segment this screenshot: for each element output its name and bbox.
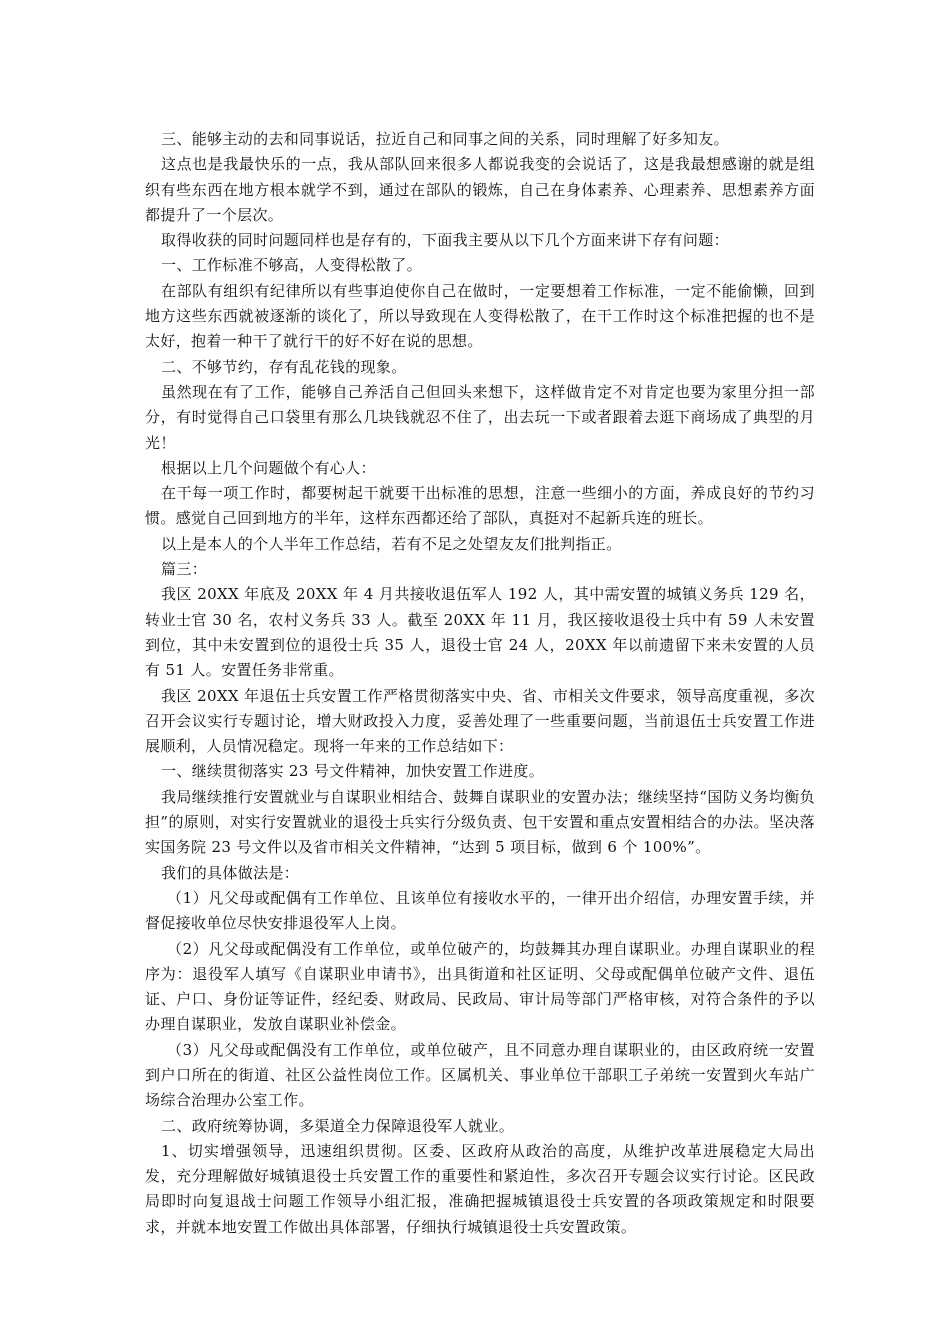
paragraph: 取得收获的同时问题同样也是存有的，下面我主要从以下几个方面来讲下存有问题： <box>161 231 729 250</box>
paragraph: 三、能够主动的去和同事说话，拉近自己和同事之间的关系，同时理解了好多知友。 <box>161 130 729 148</box>
paragraph: 我们的具体做法是： <box>161 863 300 882</box>
paragraph: 在部队有组织有纪律所以有些事迫使你自己在做时，一定要想着工作标准，一定不能偷懒，回到地方这些东西就被逐渐的谈化了，所以导致现在人变得松散了，在干工作时这个标准把握的也不是太好，抱着一种干了就行干的好不好在说的思想。 <box>145 281 815 351</box>
document-body <box>145 127 815 1240</box>
paragraph: 我局继续推行安置就业与自谋职业相结合、鼓舞自谋职业的安置办法；继续坚持“国防义务均衡负担”的原则，对实行安置就业的退役士兵实行分级负责、包干安置和重点安置相结合的办法。坚决落实国务院 23 号文件以及省市相关文件精神，“达到 5 项目标，做到 6 个 100%”。 <box>145 787 815 857</box>
list-item: （1）凡父母或配偶有工作单位、且该单位有接收水平的，一律开出介绍信，办理安置手续，并督促接收单位尽快安排退役军人上岗。 <box>145 888 815 933</box>
paragraph: 我区 20XX 年退伍士兵安置工作严格贯彻落实中央、省、市相关文件要求，领导高度重视，多次召开会议实行专题讨论，增大财政投入力度，妥善处理了一些重要问题，当前退伍士兵安置工作进展顺利，人员情况稳定。现将一年来的工作总结如下： <box>145 686 815 756</box>
paragraph: 我区 20XX 年底及 20XX 年 4 月共接收退伍军人 192 人，其中需安置的城镇义务兵 129 名，转业士官 30 名，农村义务兵 33 人。截至 20XX 年 11 月，我区接收退役士兵中有 59 人未安置到位，其中未安置到位的退役士兵 35 人，退役士官 24 人，20XX 年以前遗留下来未安置的人员有 51 人。安置任务非常重。 <box>145 585 815 680</box>
paragraph: 根据以上几个问题做个有心人： <box>161 458 376 477</box>
paragraph: 一、工作标准不够高，人变得松散了。 <box>161 256 422 275</box>
list-item: （2）凡父母或配偶没有工作单位，或单位破产的，均鼓舞其办理自谋职业。办理自谋职业的程序为：退役军人填写《自谋职业申请书》，出具街道和社区证明、父母或配偶单位破产文件、退伍证、户口、身份证等证件，经纪委、财政局、民政局、审计局等部门严格审核，对符合条件的予以办理自谋职业，发放自谋职业补偿金。 <box>145 939 815 1034</box>
section-heading: 篇三： <box>161 560 208 579</box>
paragraph: 二、不够节约，存有乱花钱的现象。 <box>161 357 407 376</box>
list-item: （3）凡父母或配偶没有工作单位，或单位破产，且不同意办理自谋职业的，由区政府统一安置到户口所在的街道、社区公益性岗位工作。区属机关、事业单位干部职工子弟统一安置到火车站广场综合治理办公室工作。 <box>145 1040 815 1110</box>
paragraph: 二、政府统筹协调，多渠道全力保障退役军人就业。 <box>161 1116 515 1135</box>
paragraph: 在干每一项工作时，都要树起干就要干出标准的思想，注意一些细小的方面，养成良好的节约习惯。感觉自己回到地方的半年，这样东西都还给了部队，真挺对不起新兵连的班长。 <box>145 484 815 528</box>
paragraph: 这点也是我最快乐的一点，我从部队回来很多人都说我变的会说话了，这是我最想感谢的就是组织有些东西在地方根本就学不到，通过在部队的锻炼，自己在身体素养、心理素养、思想素养方面都提升了一个层次。 <box>145 155 815 224</box>
paragraph: 虽然现在有了工作，能够自己养活自己但回头来想下，这样做肯定不对肯定也要为家里分担一部分，有时觉得自己口袋里有那么几块钱就忍不住了，出去玩一下或者跟着去逛下商场成了典型的月光！ <box>145 382 815 452</box>
paragraph: 以上是本人的个人半年工作总结，若有不足之处望友友们批判指正。 <box>161 534 622 553</box>
paragraph: 一、继续贯彻落实 23 号文件精神，加快安置工作进度。 <box>161 762 545 781</box>
paragraph: 1、切实增强领导，迅速组织贯彻。区委、区政府从政治的高度，从维护改革进展稳定大局出发，充分理解做好城镇退役士兵安置工作的重要性和紧迫性，多次召开专题会议实行讨论。区民政局即时向复退战士问题工作领导小组汇报，准确把握城镇退役士兵安置的各项政策规定和时限要求，并就本地安置工作做出具体部署，仔细执行城镇退役士兵安置政策。 <box>145 1141 815 1236</box>
